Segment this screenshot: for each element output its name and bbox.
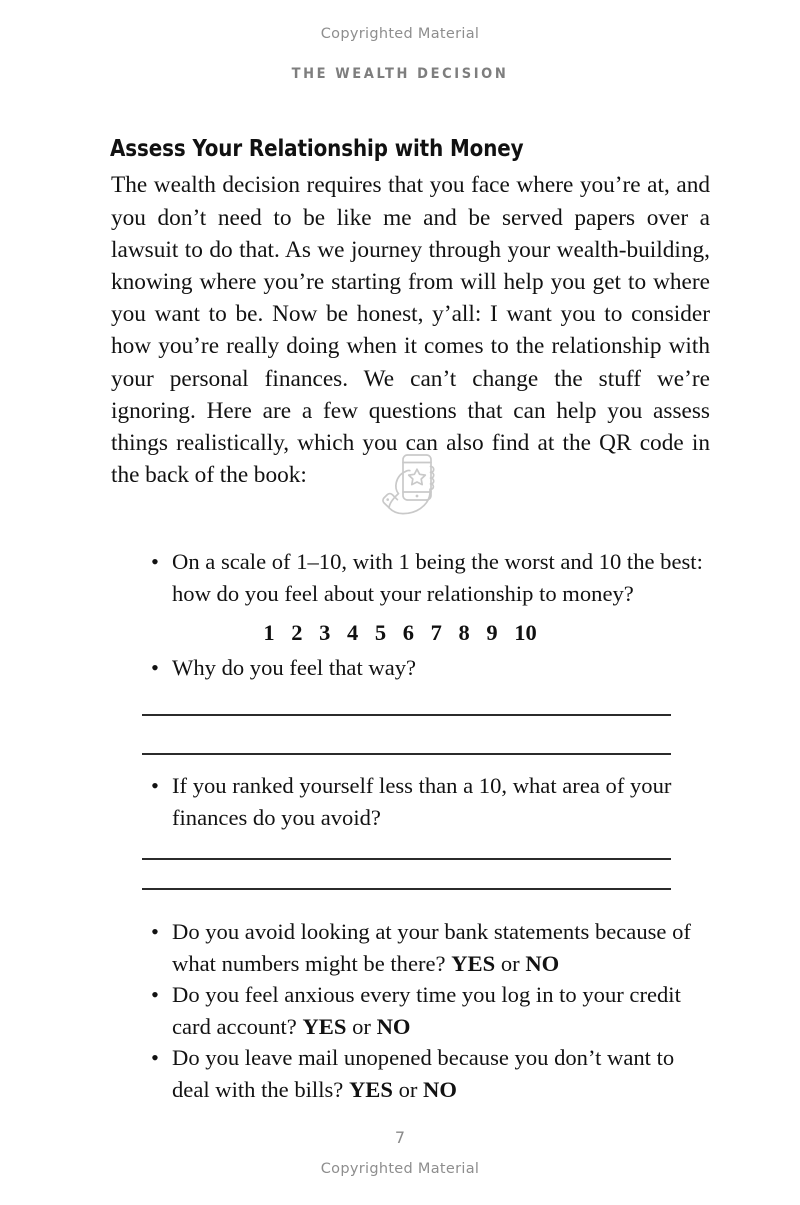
running-head-title: THE WEALTH DECISION xyxy=(291,66,509,82)
question-item-scale xyxy=(150,546,710,609)
bullet-icon: • xyxy=(151,982,159,1008)
section-heading: Assess Your Relationship with Money xyxy=(110,133,524,162)
question-item-unopened-mail xyxy=(150,1042,710,1105)
page-number: 7 xyxy=(394,1128,406,1147)
question-group-one xyxy=(150,546,710,609)
hand-holding-phone-star-icon xyxy=(376,452,442,522)
copyright-watermark-top: Copyrighted Material xyxy=(320,26,480,42)
answer-yes[interactable]: YES xyxy=(302,1013,347,1039)
scale-value-10[interactable]: 10 xyxy=(514,620,537,645)
rating-scale[interactable] xyxy=(0,620,800,646)
scale-value-3[interactable]: 3 xyxy=(319,620,331,645)
answer-no[interactable]: NO xyxy=(525,950,560,976)
answer-no[interactable]: NO xyxy=(423,1076,457,1102)
scale-value-2[interactable]: 2 xyxy=(291,620,303,645)
scale-value-7[interactable]: 7 xyxy=(430,620,442,645)
scale-value-1[interactable]: 1 xyxy=(263,620,275,645)
bullet-icon: • xyxy=(151,773,159,798)
scale-value-4[interactable]: 4 xyxy=(346,620,359,645)
question-text: Why do you feel that way? xyxy=(172,655,417,680)
answer-or: or xyxy=(398,1076,418,1102)
body-paragraph: The wealth decision requires that you face where you’re at, and you don’t need to be like me and be served papers over a lawsuit to do that. As we journey through your wealth-building, knowing where you’re starting from will help you get to where you want to be. Now be honest, y’all: I want you to consider how you’re really doing when it comes to the relationship with your personal finances. We can’t change the stuff we’re ignoring. Here are a few questions that can help you assess things realistically, which you can also find at the QR code in the back of the book: xyxy=(111,172,710,489)
question-item-why xyxy=(150,652,710,684)
bullet-icon: • xyxy=(151,1045,159,1071)
answer-or: or xyxy=(352,1013,371,1039)
question-item-credit-card-login xyxy=(150,979,710,1042)
answer-yes[interactable]: YES xyxy=(451,950,496,976)
scale-value-9[interactable]: 9 xyxy=(486,620,498,645)
bullet-icon: • xyxy=(151,549,159,574)
write-in-answer-line[interactable] xyxy=(142,714,671,716)
copyright-watermark-bottom: Copyrighted Material xyxy=(320,1161,480,1177)
write-in-answer-line[interactable] xyxy=(142,858,671,860)
question-item-avoided-area xyxy=(150,770,710,833)
answer-yes[interactable]: YES xyxy=(348,1076,393,1102)
question-text: Do you feel anxious every time you log in to your credit card account? xyxy=(172,982,681,1039)
question-text: If you ranked yourself less than a 10, what area of your finances do you avoid? xyxy=(172,773,672,830)
answer-or: or xyxy=(500,950,520,976)
question-text: On a scale of 1–10, with 1 being the worst and 10 the best: how do you feel about your relationship to money? xyxy=(172,549,703,606)
bullet-icon: • xyxy=(151,919,159,944)
scale-value-6[interactable]: 6 xyxy=(402,620,414,645)
write-in-answer-line[interactable] xyxy=(142,888,671,890)
question-item-bank-statements xyxy=(150,916,710,979)
question-group-why xyxy=(150,652,710,684)
bullet-icon: • xyxy=(151,655,159,680)
scale-value-5[interactable]: 5 xyxy=(374,620,387,645)
question-text: Do you leave mail unopened because you don’t want to deal with the bills? xyxy=(172,1045,675,1102)
question-group-three xyxy=(150,916,710,1106)
write-in-answer-line[interactable] xyxy=(142,753,671,755)
question-text: Do you avoid looking at your bank statements because of what numbers might be there? xyxy=(172,919,691,976)
scale-value-8[interactable]: 8 xyxy=(458,620,470,645)
answer-no[interactable]: NO xyxy=(376,1013,411,1039)
question-group-two xyxy=(150,770,710,833)
